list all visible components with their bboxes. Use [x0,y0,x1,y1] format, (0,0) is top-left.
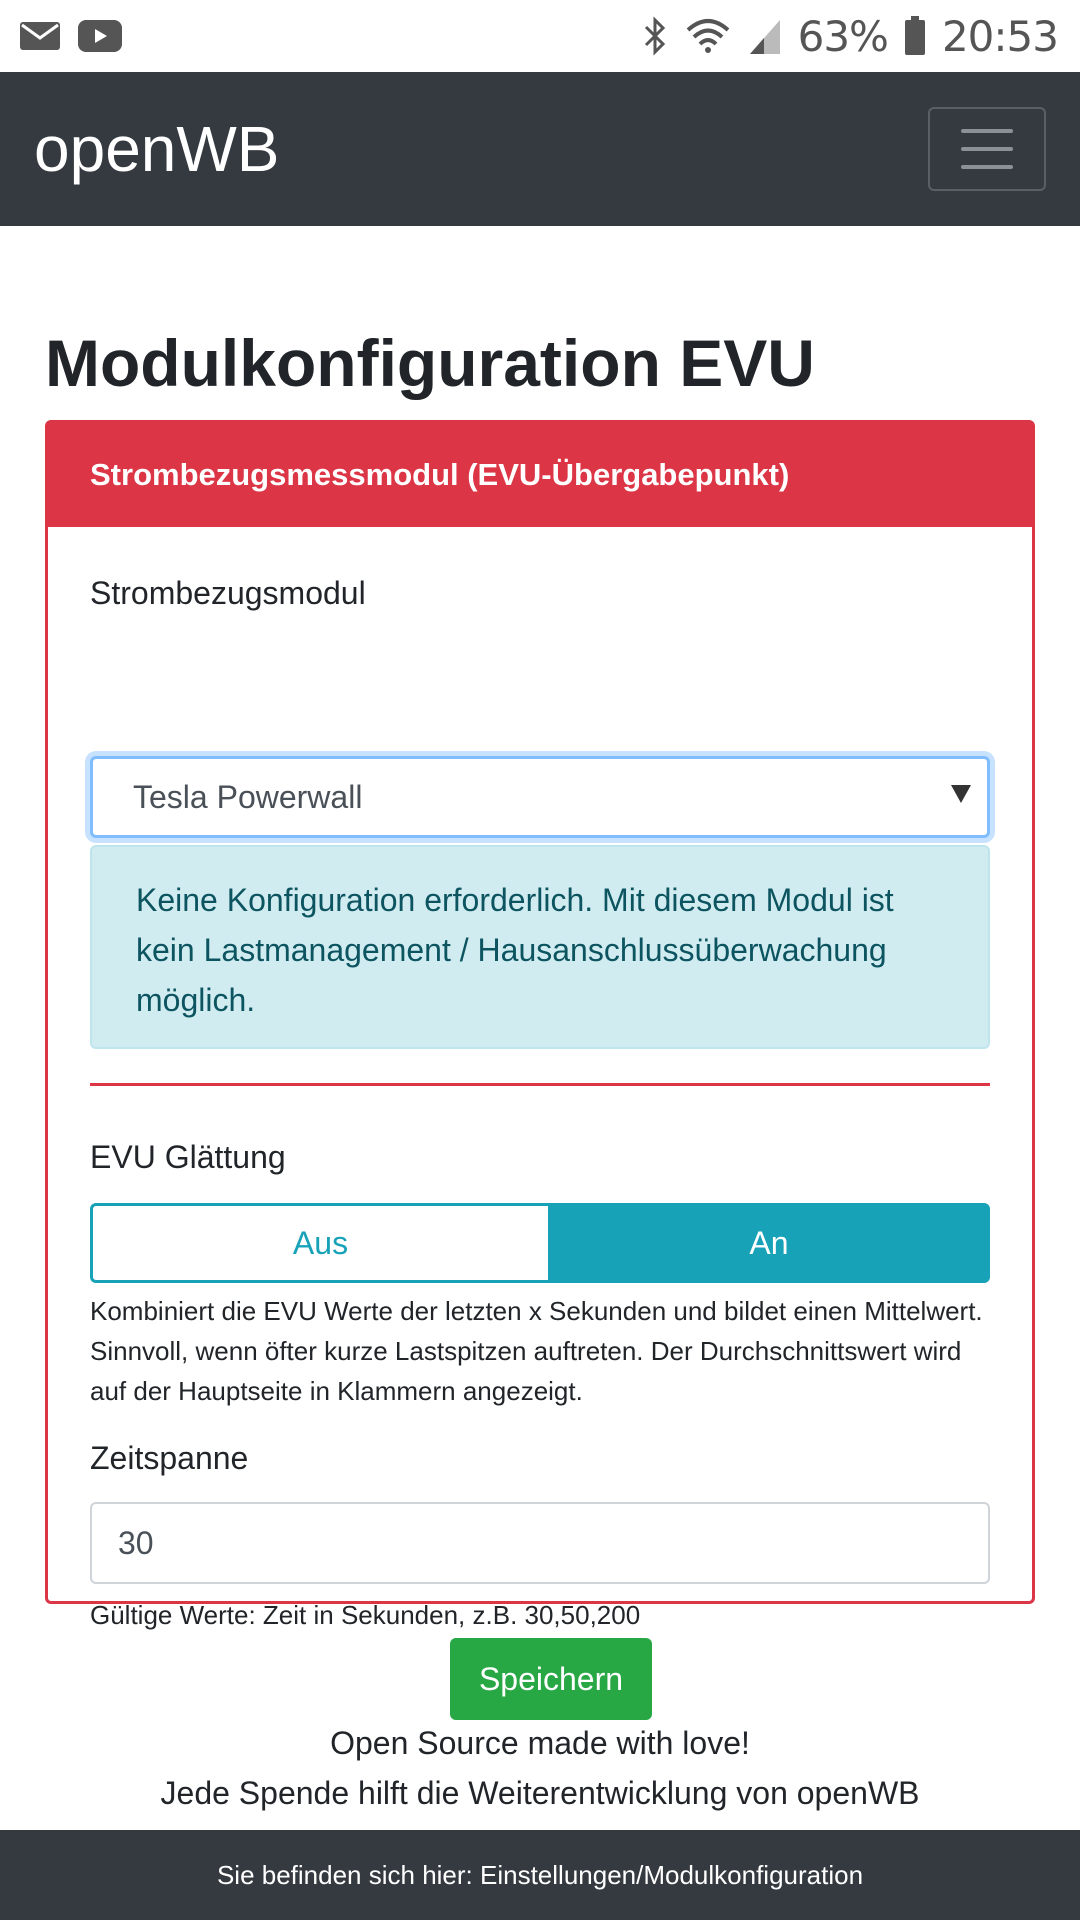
module-label: Strombezugsmodul [90,575,366,611]
smoothing-on-button[interactable]: An [548,1203,990,1283]
timespan-help-text: Gültige Werte: Zeit in Sekunden, z.B. 30,50,200 [90,1600,641,1630]
clock: 20:53 [941,11,1058,61]
smoothing-help-text: Kombiniert die EVU Werte der letzten x Sekunden und bildet einen Mittelwert. Sinnvoll, wenn öfter kurze Lastspitzen auftreten. Der Durchschnittswert wird auf der Hauptseite in Klammern angezeigt. [90,1296,983,1406]
status-bar [0,0,1080,72]
navbar [0,72,1080,226]
battery-icon [904,16,926,56]
battery-percent: 63% [797,11,888,61]
timespan-input[interactable] [90,1502,990,1584]
wifi-icon [684,16,732,56]
timespan-value: 30 [118,1524,154,1561]
module-select[interactable] [90,756,990,838]
signal-icon [748,16,782,56]
chevron-down-icon [951,785,971,803]
youtube-icon [78,20,122,52]
footer-love-text: Open Source made with love! [330,1725,750,1761]
evu-config-card [45,420,1035,1630]
page-title: Modulkonfiguration EVU [45,326,815,400]
bluetooth-icon [642,16,668,56]
smoothing-toggle [90,1203,990,1283]
smoothing-off-button[interactable]: Aus [90,1203,548,1283]
smoothing-label: EVU Glättung [90,1139,286,1175]
card-header: Strombezugsmessmodul (EVU-Übergabepunkt) [48,423,1032,527]
info-alert: Keine Konfiguration erforderlich. Mit diesem Modul ist kein Lastmanagement / Hausanschlussüberwachung möglich. [90,845,990,1049]
footer-donation-link[interactable]: Jede Spende hilft die Weiterentwicklung von openWB [160,1775,920,1811]
timespan-label: Zeitspanne [90,1440,249,1476]
hamburger-menu-icon[interactable] [928,107,1046,191]
breadcrumb: Sie befinden sich hier: Einstellungen/Modulkonfiguration [0,1830,1080,1920]
brand-logo[interactable]: openWB [34,113,280,185]
divider [90,1083,990,1086]
save-button[interactable]: Speichern [450,1638,652,1720]
module-select-value: Tesla Powerwall [133,778,363,815]
mail-icon [20,22,60,50]
